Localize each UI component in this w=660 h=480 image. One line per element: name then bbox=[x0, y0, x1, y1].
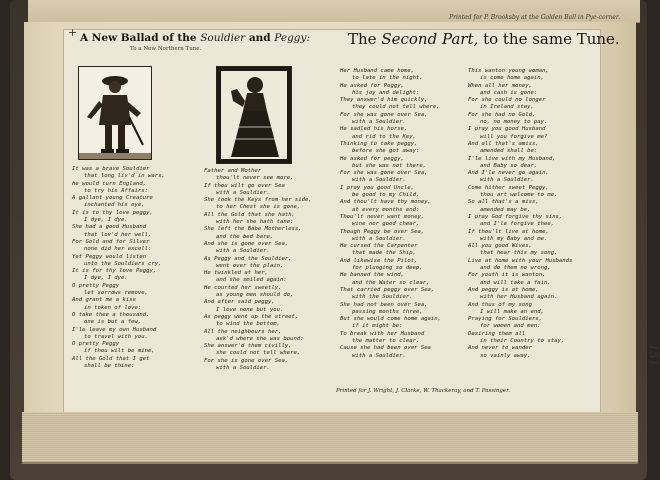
verse-line: Thinking to take peggy, bbox=[340, 140, 418, 147]
verse-line: with a Souldier. bbox=[216, 248, 270, 255]
verse-line: with a Souldier. bbox=[216, 365, 270, 372]
verse-line: A gallant young Creature bbox=[72, 195, 153, 202]
verse-line: And all that's amiss, bbox=[468, 140, 539, 147]
previous-page-strip bbox=[28, 0, 640, 23]
verse-line: And thus of my song bbox=[468, 301, 532, 308]
verse-line: For she had no Gold, bbox=[468, 111, 536, 118]
verse-line: Though Peggy be over Sea, bbox=[340, 228, 425, 235]
verse-line: I love none but you. bbox=[216, 306, 284, 313]
verse-line: inchanted his eye, bbox=[84, 202, 145, 209]
verse-line: For Gold and for Silver bbox=[72, 238, 150, 245]
verse-line: He cursed the Carpenter bbox=[340, 243, 418, 250]
verse-line: I pray you good Uncle, bbox=[340, 184, 415, 191]
folio-number: 151 bbox=[646, 343, 660, 367]
stanzas-column-b bbox=[204, 168, 330, 372]
verse-line: and she smiled again: bbox=[216, 277, 287, 284]
verse-line: to her Chest she is gone, bbox=[216, 204, 301, 211]
verse-line: He asked for Peggy, bbox=[340, 82, 404, 89]
left-ballad-tune: To a New Northern Tune. bbox=[130, 46, 202, 52]
verse-line: unto the Souldiers cry, bbox=[84, 260, 162, 267]
verse-line: All you good Wives, bbox=[468, 243, 532, 250]
verse-line: For she is gone over Sea, bbox=[204, 357, 289, 364]
verse-line: He courted her sweetly, bbox=[204, 284, 282, 291]
right-ballad-title: The Second Part, to the same Tune. bbox=[348, 30, 620, 48]
verse-line: if thou wilt be mine, bbox=[84, 348, 155, 355]
verse-line: I pray God forgive thy sins, bbox=[468, 213, 563, 220]
verse-line: no, no money to pay. bbox=[480, 119, 548, 126]
verse-line: with her Husband again. bbox=[480, 294, 558, 301]
verse-line: will you forgive me? bbox=[480, 133, 548, 140]
verse-line: And after said peggy, bbox=[204, 299, 275, 306]
verse-line: they could not tell where, bbox=[352, 104, 440, 111]
verse-line: I dye, I dye. bbox=[84, 217, 128, 224]
verse-line: He asked for peggy, bbox=[340, 155, 404, 162]
verse-line: with the Souldier. bbox=[352, 294, 413, 301]
verse-line: For she could no longer bbox=[468, 97, 546, 104]
verse-line: If thou'lt live at home, bbox=[468, 228, 549, 235]
verse-line: to late in the night, bbox=[352, 75, 423, 82]
previous-page-imprint: Printed for P. Brooksby at the Golden Ball in Pye-corner. bbox=[449, 14, 620, 21]
verse-line: Cause she had been over Sea bbox=[340, 345, 431, 352]
verse-line: And never to wander bbox=[468, 345, 532, 352]
verse-line: he would turn England, bbox=[72, 180, 147, 187]
verse-line: with a Souldier. bbox=[352, 235, 406, 242]
verse-line: Praying for Souldiers, bbox=[468, 316, 543, 323]
verse-line: thou art welcome to me, bbox=[480, 192, 558, 199]
verse-line: with my Baby and me. bbox=[480, 235, 548, 242]
verse-line: in Ireland stay, bbox=[480, 104, 534, 111]
verse-line: with a Souldier. bbox=[352, 119, 406, 126]
printer-imprint: Printed for J. Wright, J. Clarke, W. Thackeray, and T. Passinger. bbox=[336, 388, 510, 394]
verse-line: let sorrows remove, bbox=[84, 290, 148, 297]
verse-line: is come home again, bbox=[480, 75, 544, 82]
verse-line: in their Country to stay, bbox=[480, 337, 565, 344]
verse-line: And I'le never go again, bbox=[468, 170, 549, 177]
stanzas-column-d bbox=[468, 68, 598, 360]
verse-line: and Baby so dear, bbox=[480, 162, 538, 169]
verse-line: Desiring them all bbox=[468, 330, 526, 337]
stanzas-column-a bbox=[72, 166, 194, 370]
pin-mark: + bbox=[68, 26, 78, 39]
verse-line: and cash is gone: bbox=[480, 89, 538, 96]
verse-line: And she is gone over Sea, bbox=[204, 240, 289, 247]
peggy-woodcut-image bbox=[216, 66, 292, 164]
verse-line: amended shall be: bbox=[480, 148, 538, 155]
verse-line: It was a brave Souldier bbox=[72, 166, 150, 172]
verse-line: To break with her Husband bbox=[340, 330, 425, 337]
verse-line: with a Souldier. bbox=[352, 352, 406, 359]
verse-line: and the bed bare, bbox=[216, 233, 274, 240]
verse-line: wine nor good chear, bbox=[352, 221, 420, 228]
verse-line: I'le live with my Husband, bbox=[468, 155, 556, 162]
verse-line: I pray you good Husband bbox=[468, 126, 546, 133]
verse-line: As Peggy and the Souldier, bbox=[204, 255, 292, 262]
verse-line: to try his Affairs: bbox=[84, 187, 148, 194]
verse-line: if it might be: bbox=[352, 323, 403, 330]
verse-line: And peggy is at home, bbox=[468, 286, 539, 293]
verse-line: that long liv'd in wars, bbox=[84, 173, 165, 180]
verse-line: If thou wilt go over Sea bbox=[204, 182, 285, 189]
book-page-edges bbox=[22, 412, 638, 464]
verse-line: She answer'd them civilly, bbox=[204, 343, 292, 350]
verse-line: for women and men: bbox=[480, 323, 541, 330]
verse-line: with her she hath tane: bbox=[216, 219, 294, 226]
verse-line: That carried peggy over Sea, bbox=[340, 286, 435, 293]
verse-line: For she was gone over Sea, bbox=[340, 111, 428, 118]
verse-line: as young men should do, bbox=[216, 292, 294, 299]
album-page bbox=[24, 22, 660, 414]
verse-line: And grant me a kiss bbox=[72, 297, 136, 304]
verse-line: All the Gold that I get bbox=[72, 355, 150, 362]
verse-line: She left the Babe Motherless, bbox=[204, 226, 302, 233]
verse-line: passing months three, bbox=[352, 308, 423, 315]
broadside-sheet bbox=[64, 26, 620, 413]
verse-line: I dye, I dye. bbox=[84, 275, 128, 282]
verse-line: He sadled his horse, bbox=[340, 126, 408, 133]
verse-line: went over the plain, bbox=[216, 262, 284, 269]
verse-line: and rid to the Key, bbox=[352, 133, 416, 140]
verse-line: to wind the bottom, bbox=[216, 321, 280, 328]
verse-line: for plunging so deep, bbox=[352, 265, 423, 272]
verse-line: As peggy went up the street, bbox=[204, 313, 299, 320]
verse-line: none did her excell: bbox=[84, 246, 152, 253]
soldier-woodcut-image bbox=[78, 66, 152, 160]
verse-line: And likewise the Pilot, bbox=[340, 257, 418, 264]
left-ballad-title: A New Ballad of the Souldier and Peggy: bbox=[80, 32, 311, 44]
verse-line: with a Souldier. bbox=[216, 189, 270, 196]
verse-line: his joy and delight: bbox=[352, 89, 420, 96]
verse-line: and the Water so clear, bbox=[352, 279, 430, 286]
verse-line: in token of love: bbox=[84, 304, 142, 311]
verse-line: Come hither sweet Peggy, bbox=[468, 184, 549, 191]
stanzas-column-c bbox=[340, 68, 466, 360]
verse-line: and I'le forgive thee, bbox=[480, 221, 555, 228]
verse-line: at every months end: bbox=[352, 206, 420, 213]
verse-line: Yet Peggy would listen bbox=[72, 253, 147, 260]
verse-line: I will make an end, bbox=[480, 308, 544, 315]
verse-line: For youth it is wanton, bbox=[468, 272, 546, 279]
verse-line: It is to thy love peggy, bbox=[72, 209, 153, 216]
verse-line: Thou'lt never want money, bbox=[340, 213, 425, 220]
verse-line: She had not been over Sea, bbox=[340, 301, 428, 308]
verse-line: thou'lt never see more, bbox=[216, 175, 294, 182]
verse-line: She took the Keys from her side, bbox=[204, 197, 312, 204]
verse-line: so vainly away. bbox=[480, 352, 531, 359]
verse-line: that hear this my song, bbox=[480, 250, 558, 257]
verse-line: with a Souldier. bbox=[480, 177, 534, 184]
verse-line: shall be thine: bbox=[84, 363, 135, 370]
verse-line: but she was not there, bbox=[352, 162, 427, 169]
verse-line: with a Souldier. bbox=[352, 177, 406, 184]
verse-line: And thou'lt have thy money, bbox=[340, 199, 431, 206]
verse-line: that lov'd her well, bbox=[84, 231, 152, 238]
verse-line: O take thee a thousand, bbox=[72, 311, 150, 318]
verse-line: But she would come home again, bbox=[340, 316, 442, 323]
verse-line: she could not tell where, bbox=[216, 350, 301, 357]
verse-line: Her Husband came home, bbox=[340, 68, 415, 74]
verse-line: Father and Mother bbox=[204, 168, 262, 174]
verse-line: and will take a fain, bbox=[480, 279, 551, 286]
verse-line: All the neighbours her, bbox=[204, 328, 282, 335]
verse-line: This wanton young woman, bbox=[468, 68, 549, 74]
verse-line: They answer'd him quickly, bbox=[340, 97, 428, 104]
verse-line: the matter to clear, bbox=[352, 337, 420, 344]
verse-line: He twinkled at her, bbox=[204, 270, 268, 277]
verse-line: and do them no wrong, bbox=[480, 265, 551, 272]
verse-line: He banned the wind, bbox=[340, 272, 404, 279]
verse-line: that made the Ship, bbox=[352, 250, 416, 257]
verse-line: All the Gold that she hath, bbox=[204, 211, 295, 218]
verse-line: to travel with you. bbox=[84, 333, 148, 340]
verse-line: ask'd where she was bound: bbox=[216, 335, 304, 342]
verse-line: When all her money, bbox=[468, 82, 532, 89]
verse-line: It is for thy love Peggy, bbox=[72, 268, 157, 275]
verse-line: one is but a few, bbox=[84, 319, 142, 326]
verse-line: amended may be, bbox=[480, 206, 531, 213]
verse-line: be good to my Child, bbox=[352, 192, 420, 199]
verse-line: O pretty Peggy bbox=[72, 341, 120, 348]
verse-line: Live at home with your Husbands bbox=[468, 257, 573, 264]
verse-line: She had a good Husband bbox=[72, 224, 147, 231]
verse-line: O pretty Peggy bbox=[72, 282, 120, 289]
verse-line: before she got away: bbox=[352, 148, 420, 155]
verse-line: For she was gone over Sea, bbox=[340, 170, 428, 177]
verse-line: So all that's a miss, bbox=[468, 199, 539, 206]
verse-line: I'le leave my own Husband bbox=[72, 326, 157, 333]
